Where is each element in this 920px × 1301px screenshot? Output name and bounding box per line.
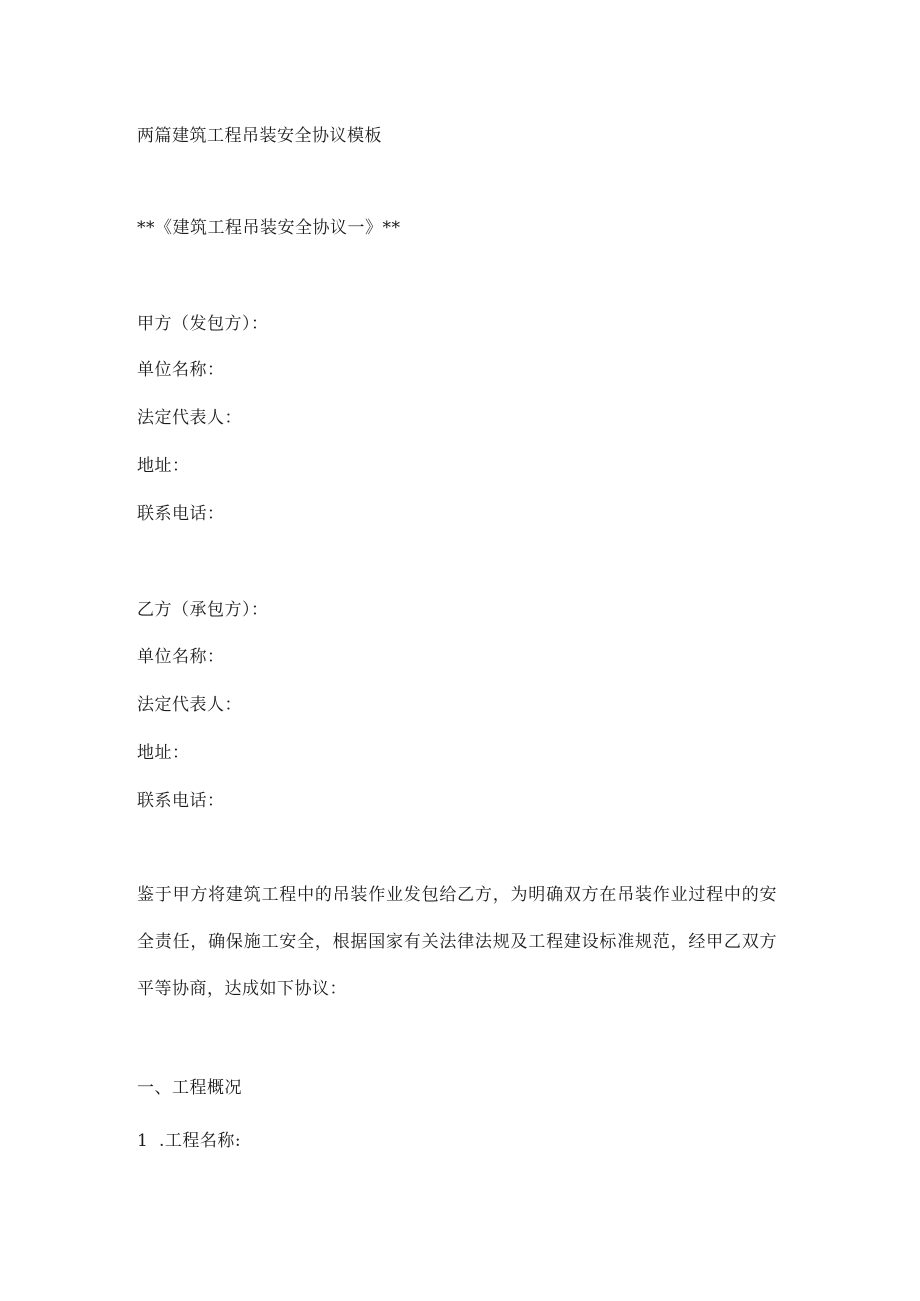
preamble-paragraph: 鉴于甲方将建筑工程中的吊装作业发包给乙方，为明确双方在吊装作业过程中的安全责任，确保施工安全，根据国家有关法律法规及工程建设标准规范，经甲乙双方平等协商，达成如下协议： xyxy=(137,885,777,999)
party-a-phone: 联系电话： xyxy=(137,504,225,524)
agreement-subtitle: **《建筑工程吊装安全协议一》** xyxy=(137,218,401,238)
party-b-phone: 联系电话： xyxy=(137,791,225,811)
party-b-legal-rep: 法定代表人： xyxy=(137,695,242,715)
party-b-unit-name: 单位名称： xyxy=(137,647,225,667)
party-a-unit-name: 单位名称： xyxy=(137,360,225,380)
section-1-item-1 xyxy=(137,1129,241,1153)
party-a-address: 地址： xyxy=(137,456,190,476)
section-1-heading: 一、工程概况 xyxy=(137,1078,242,1098)
party-a-heading: 甲方（发包方）： xyxy=(137,314,269,334)
party-b-heading: 乙方（承包方）： xyxy=(137,600,269,620)
document-title: 两篇建筑工程吊装安全协议模板 xyxy=(137,126,382,146)
item-number: 1 xyxy=(137,1131,149,1151)
party-b-address: 地址： xyxy=(137,743,190,763)
item-label: .工程名称: xyxy=(159,1131,242,1151)
party-a-legal-rep: 法定代表人： xyxy=(137,408,242,428)
